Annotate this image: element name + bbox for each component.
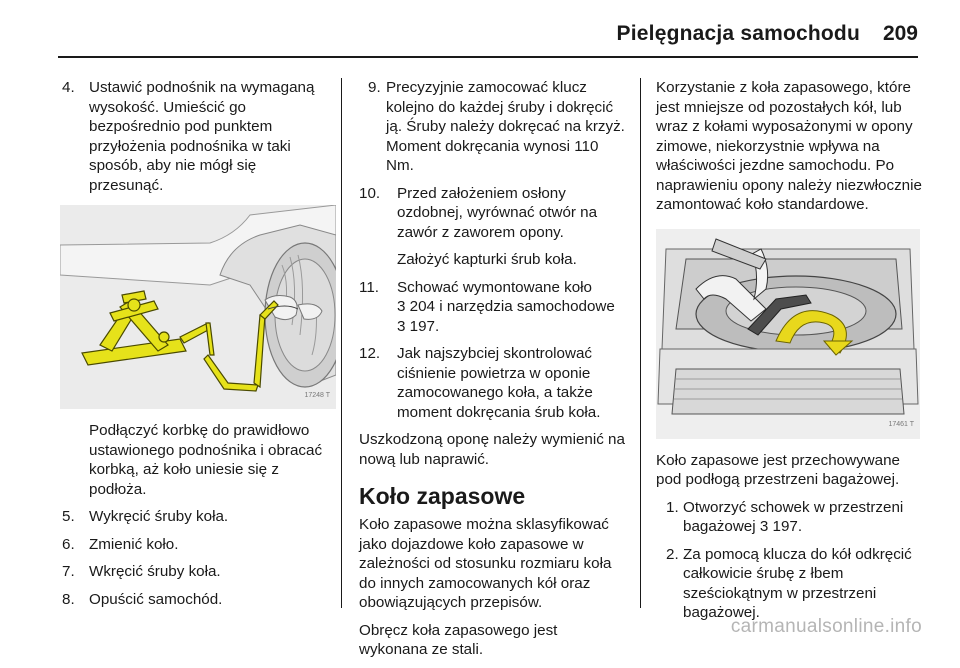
figure-code: 17461 T	[888, 421, 914, 428]
section-heading: Koło zapasowe	[359, 483, 526, 509]
site-watermark: carmanualsonline.info	[730, 616, 922, 637]
step-text: Schować wymontowane koło	[397, 278, 593, 296]
step-number: 10.	[359, 184, 381, 202]
step-text: Precyzyjnie zamocować klucz kolejno do każdej śruby i dokręcić ją. Śruby należy dokręcać na krzyż. Moment dokręcania wynosi 110 Nm.	[386, 79, 625, 174]
step-number: 9.	[368, 79, 381, 96]
step-text: Ustawić podnośnik na wymaganą wysokość. Umieścić go bezpośrednio pod punktem przyłożenia podnośnika w taki sposób, aby nie mógł się przesunąć.	[89, 79, 315, 194]
crank-instruction: Podłączyć korbkę do prawidłowo ustawionego podnośnika i obracać korbką, aż koło uniesie się z podłoża.	[89, 422, 323, 498]
step-number: 5.	[62, 508, 75, 525]
step-text: Zmienić koło.	[89, 535, 179, 553]
step-4	[62, 78, 332, 195]
step-text: Otworzyć schowek w przestrzeni bagażowej 3 197.	[683, 498, 904, 535]
spare-step-2	[656, 545, 924, 623]
spare-step-1	[656, 498, 924, 537]
step-text: Wykręcić śruby koła.	[89, 508, 229, 525]
step-9	[359, 78, 629, 176]
jack-illustration	[60, 205, 336, 409]
step-10-extra: Założyć kapturki śrub koła.	[397, 251, 577, 268]
step-number: 1.	[666, 498, 679, 516]
column-divider-2	[640, 78, 641, 608]
step-number: 4.	[62, 79, 75, 96]
step-number: 11.	[359, 278, 379, 296]
step-7	[62, 562, 332, 582]
column-3	[656, 78, 924, 631]
step-text: Przed założeniem osłony ozdobnej, wyrównać otwór na zawór z zaworem opony.	[397, 184, 598, 241]
column-1	[62, 78, 332, 617]
step-text: Za pomocą klucza do kół odkręcić całkowicie śrubę z łbem sześciokątnym w przestrzeni bagażowej.	[683, 545, 912, 621]
step-12	[359, 344, 629, 422]
jack-figure	[60, 205, 336, 409]
step-11	[359, 278, 629, 337]
column-divider-1	[341, 78, 342, 608]
page-reference-link[interactable]: 3 204 i narzędzia samochodowe	[397, 298, 615, 315]
step-10	[359, 184, 629, 243]
spare-wheel-figure	[656, 229, 920, 439]
paragraph: Koło zapasowe jest przechowywane pod podłogą przestrzeni bagażowej.	[656, 451, 900, 488]
page-number: 209	[882, 22, 918, 45]
step-text: Opuścić samochód.	[89, 590, 223, 608]
paragraph: Uszkodzoną oponę należy wymienić na nową lub naprawić.	[359, 431, 625, 468]
step-number: 7.	[62, 563, 75, 580]
figure-code: 17248 T	[304, 391, 330, 399]
step-text: Wkręcić śruby koła.	[89, 563, 221, 580]
step-6	[62, 535, 332, 555]
step-8	[62, 590, 332, 610]
page-title: Pielęgnacja samochodu	[616, 22, 860, 45]
step-number: 12.	[359, 345, 381, 362]
column-2	[359, 78, 629, 668]
paragraph: Koło zapasowe można sklasyfikować jako dojazdowe koło zapasowe w zależności od stosunku rozmiaru koła do innych zamocowanych kół oraz obowiązujących przepisów.	[359, 516, 612, 611]
trunk-illustration	[656, 229, 920, 439]
step-number: 2.	[666, 545, 679, 563]
paragraph: Obręcz koła zapasowego jest wykonana ze stali.	[359, 621, 558, 658]
header-rule	[58, 56, 918, 58]
paragraph: Korzystanie z koła zapasowego, które jest mniejsze od pozostałych kół, lub wraz z kołami wyposażonymi w opony zimowe, niekorzystnie wpływa na właściwości jezdne samochodu. Po naprawieniu opony należy niezwłocznie zamontować koło standardowe.	[656, 79, 922, 213]
step-number: 8.	[62, 590, 75, 608]
step-text: Jak najszybciej skontrolować ciśnienie powietrza w oponie zamocowanego koła, a także moment dokręcania śrub koła.	[397, 345, 601, 421]
step-number: 6.	[62, 535, 75, 553]
step-5	[62, 507, 332, 527]
page-reference-link[interactable]: 3 197.	[397, 317, 440, 335]
